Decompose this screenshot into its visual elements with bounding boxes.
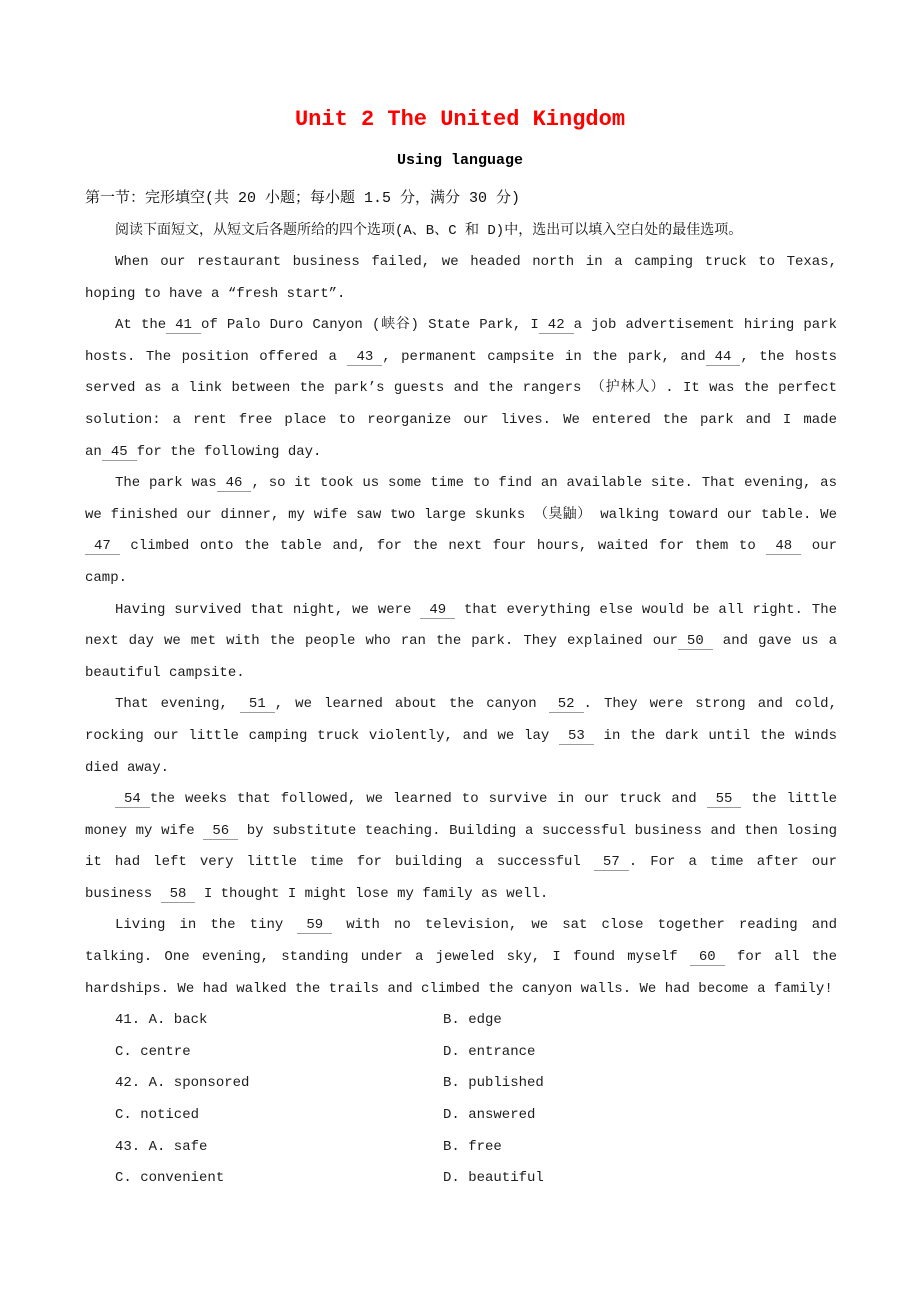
cloze-blank-50: 50 (678, 633, 713, 650)
question-42-row-1 (85, 1068, 837, 1100)
section-heading: 第一节：完形填空(共 20 小题；每小题 1.5 分，满分 30 分) (85, 190, 521, 207)
passage-paragraph: Having survived that night, we were 49 that everything else would be all right. The next day we met with the people who ran the park. They explained our 50 and gave us a beautiful campsite. (85, 601, 838, 681)
passage-paragraph: When our restaurant business failed, we headed north in a camping truck to Texas, hoping to have a “fresh start”. (85, 254, 837, 302)
cloze-blank-60: 60 (690, 949, 725, 966)
question-43-option-B: B. free (443, 1138, 502, 1155)
question-43-option-C: C. convenient (115, 1170, 225, 1187)
cloze-blank-42: 42 (539, 317, 574, 334)
question-41-row-1 (85, 1005, 837, 1037)
question-43-row-2 (85, 1163, 837, 1195)
section-instructions: 阅读下面短文，从短文后各题所给的四个选项(A、B、C 和 D)中，选出可以填入空白处的最佳选项。 (115, 223, 743, 239)
cloze-blank-58: 58 (161, 886, 196, 903)
passage-paragraph: 54 the weeks that followed, we learned to survive in our truck and 55 the little money my wife 56 by substitute teaching. Building a successful business and then losing it had left very little time for building a successful 57 . For a time after our business 58 I thought I might lose my family as well. (85, 791, 838, 902)
question-42-option-A: 42. A. sponsored (115, 1075, 250, 1092)
cloze-blank-45: 45 (102, 444, 137, 461)
question-43-option-A: 43. A. safe (115, 1138, 208, 1155)
cloze-blank-54: 54 (115, 791, 150, 808)
question-42-option-C: C. noticed (115, 1107, 200, 1124)
question-43-option-D: D. beautiful (443, 1170, 544, 1187)
cloze-blank-48: 48 (766, 538, 801, 555)
passage-paragraph: Living in the tiny 59 with no television, we sat close together reading and talking. One evening, standing under a jeweled sky, I found myself 60 for all the hardships. We had walked the trails and climbed the canyon walls. We had become a family! (85, 917, 837, 997)
passage-paragraph: At the 41 of Palo Duro Canyon (峡谷) State Park, I 42 a job advertisement hiring park hosts. The position offered a 43 , permanent campsite in the park, and 44 , the hosts served as a link between the park’s guests and the rangers （护林人）. It was the perfect solution: a rent free place to reorganize our lives. We entered the park and I made an 45 for the following day. (85, 317, 837, 460)
question-options-list (85, 1005, 837, 1195)
cloze-blank-46: 46 (217, 475, 252, 492)
cloze-passage (85, 247, 837, 1005)
passage-paragraph: That evening, 51 , we learned about the canyon 52 . They were strong and cold, rocking our little camping truck violently, and we lay 53 in the dark until the winds died away. (85, 696, 837, 776)
question-43-row-1 (85, 1132, 837, 1164)
cloze-blank-59: 59 (297, 917, 332, 934)
question-42-row-2 (85, 1100, 837, 1132)
question-42-option-D: D. answered (443, 1107, 536, 1124)
cloze-blank-51: 51 (240, 696, 275, 713)
cloze-blank-57: 57 (594, 854, 629, 871)
cloze-blank-53: 53 (559, 728, 594, 745)
cloze-blank-41: 41 (166, 317, 201, 334)
question-41-option-C: C. centre (115, 1043, 191, 1060)
page-title: Unit 2 The United Kingdom (294, 107, 626, 132)
document-content (0, 188, 920, 1195)
cloze-blank-55: 55 (707, 791, 742, 808)
question-42-option-B: B. published (443, 1075, 544, 1092)
cloze-blank-44: 44 (706, 349, 741, 366)
cloze-blank-52: 52 (549, 696, 584, 713)
question-41-option-B: B. edge (443, 1012, 502, 1029)
question-41-option-A: 41. A. back (115, 1012, 208, 1029)
passage-paragraph: The park was 46 , so it took us some time to find an available site. That evening, as we finished our dinner, my wife saw two large skunks （臭鼬） walking toward our table. We 47 climbed onto the table and, for the next four hours, waited for them to 48 our camp. (85, 475, 837, 586)
cloze-blank-47: 47 (85, 538, 120, 555)
question-41-option-D: D. entrance (443, 1043, 536, 1060)
cloze-blank-43: 43 (347, 349, 382, 366)
cloze-blank-49: 49 (420, 602, 455, 619)
page-subtitle: Using language (396, 152, 524, 169)
cloze-blank-56: 56 (203, 823, 238, 840)
question-41-row-2 (85, 1037, 837, 1069)
